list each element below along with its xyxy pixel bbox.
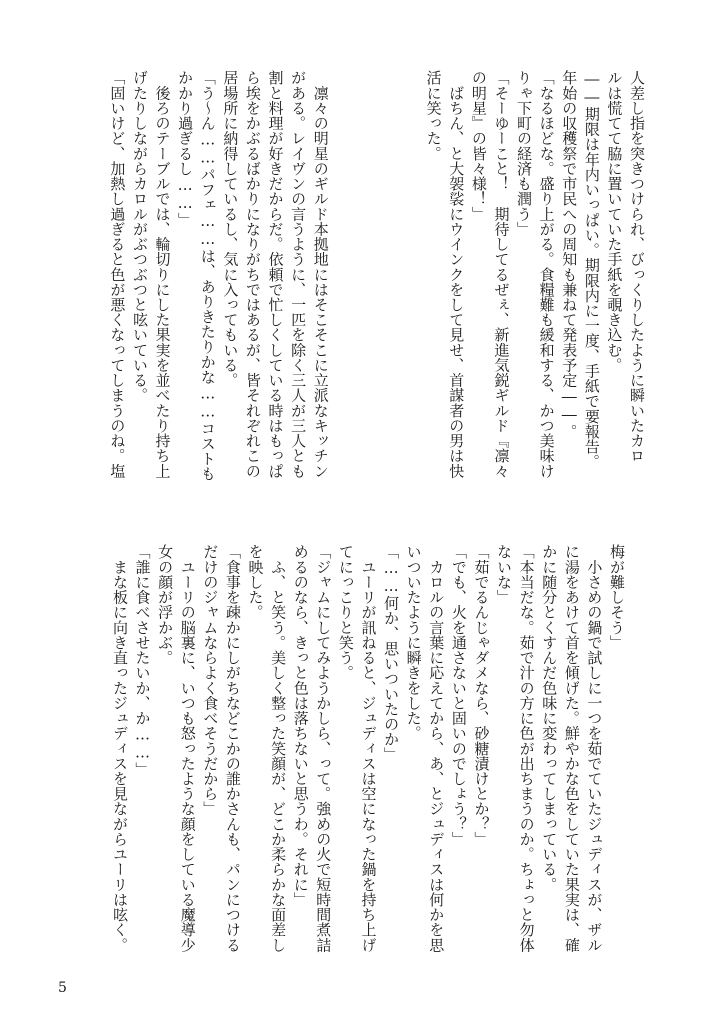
text-line: 「ジャムにしてみようかしら、って。強めの火で短時間煮詰 [314, 544, 333, 953]
text-line: 「そーゆーこと！ 期待してるぜぇ、新進気鋭ギルド『凛々 [492, 70, 511, 479]
text-line: 「う～ん……パフェ……は、ありきたりかな……コストも [198, 70, 217, 482]
text-line: かに随分とくすんだ色味に変わってしまっている。 [540, 544, 559, 892]
text-line: かかり過ぎるし……」 [176, 70, 195, 228]
text-line: めるのなら、きっと色は落ちないと思うわ。それに」 [291, 544, 310, 907]
page-number: 5 [58, 980, 67, 996]
text-line: ふ、と笑う。美しく整った笑顔が、どこか柔らかな面差し [269, 544, 288, 953]
text-line: 「なるほどな。盛り上がる。食糧難も緩和する、かつ美味け [537, 70, 556, 479]
text-line: 「茹でるんじゃダメなら、砂糖漬けとか？」 [472, 544, 491, 847]
text-line: 「……何か、思いついたのか」 [382, 544, 401, 762]
upper-text-block [8, 70, 648, 494]
text-line: まな板に向き直ったジュディスを見ながらユーリは呟く。 [110, 544, 129, 953]
text-line: 割と料理が好きだからだ。依頼で忙しくしている時はもっぱ [266, 70, 285, 479]
text-line: 活に笑った。 [424, 70, 443, 161]
text-line: ら埃をかぶるばかりになりがちではあるが、皆それぞれこの [243, 70, 262, 479]
text-line: りゃ下町の経済も潤う」 [515, 70, 534, 237]
text-line: がある。レイヴンの言うように、一匹を除く三人が三人とも [289, 70, 308, 479]
text-line [354, 70, 377, 494]
text-line: ないな」 [495, 544, 514, 605]
text-line [332, 70, 355, 494]
text-line: に湯をあけて首を傾げた。鮮やかな色をしていた果実は、確 [562, 544, 581, 953]
text-line: だけのジャムならよく食べそうだから」 [201, 544, 220, 817]
text-line: 女の顔が浮かぶ。 [156, 544, 175, 665]
text-line: てにっこりと笑う。 [336, 544, 355, 681]
text-line: を映した。 [246, 544, 265, 620]
text-line: 梅が難しそう」 [608, 544, 626, 650]
text-line: 後ろのテーブルでは、輪切りにした果実を並べたり持ち上 [153, 70, 172, 479]
text-line: 「食事を疎かにしがちなどこかの誰かさんも、パンにつける [223, 544, 242, 953]
text-line: カロルの言葉に応えてから、あ、とジュディスは何かを思 [427, 544, 446, 953]
text-line: 「でも、火を通さないと固いのでしょう？」 [449, 544, 468, 847]
text-line: 人差し指を突きつけられ、びっくりしたように瞬いたカロ [628, 70, 646, 464]
lower-text-block [8, 544, 628, 974]
text-line [377, 70, 400, 494]
text-line [399, 70, 422, 494]
text-line: 凛々の明星のギルド本拠地にはそこそこに立派なキッチン [311, 70, 330, 479]
text-line: ばちん、と大袈裟にウインクをして見せ、首謀者の男は快 [447, 70, 466, 479]
text-line: いついたように瞬きをした。 [404, 544, 423, 741]
text-line: ルは慌てて脇に置いていた手紙を覗き込む。 [605, 70, 624, 373]
text-line: 年始の収穫祭で市民への周知も兼ねて発表予定――。 [560, 70, 579, 439]
text-line: ユーリが訊ねると、ジュディスは空になった鍋を持ち上げ [359, 544, 378, 953]
text-line: ――期限は年内いっぱい。期限内に一度、手紙で要報告。 [582, 70, 601, 470]
text-line: 「固いけど、加熱し過ぎると色が悪くなってしまうのね。塩 [108, 70, 127, 479]
text-line: の明星』の皆々様！」 [469, 70, 488, 222]
text-line: げたりしながらカロルがぶつぶつと呟いている。 [130, 70, 149, 403]
text-line: 「誰に食べさせたいか、か……」 [133, 544, 152, 777]
text-line: 「本当だな。茹で汁の方に色が出ちまうのか。ちょっと勿体 [517, 544, 536, 953]
text-line: ユーリの脳裏に、いつも怒ったような顔をしている魔導少 [178, 544, 197, 953]
text-line: 小さめの鍋で試しに一つを茹でていたジュディスが、ザル [585, 544, 604, 953]
text-line: 居場所に納得しているし、気に入ってもいる。 [221, 70, 240, 388]
